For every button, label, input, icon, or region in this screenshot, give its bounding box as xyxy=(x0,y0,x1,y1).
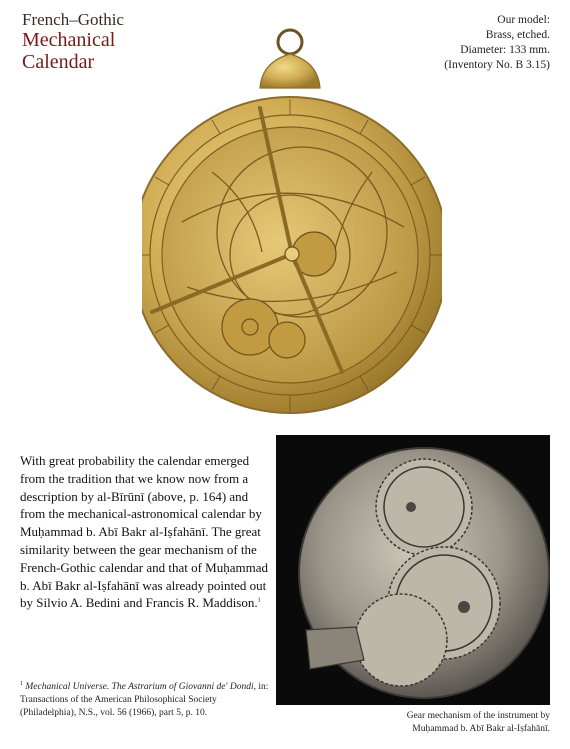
body-paragraph xyxy=(20,452,270,612)
model-info-line-4: (Inventory No. B 3.15) xyxy=(444,58,550,71)
hanging-ring xyxy=(278,30,302,54)
title-line-1: French–Gothic xyxy=(22,10,124,29)
astrolabe-photo xyxy=(142,22,442,422)
footnote-reference: 1 xyxy=(257,598,261,605)
throne xyxy=(260,54,320,88)
footnote-title: Mechanical Universe. The Astrarium of Giovanni de' Dondi, xyxy=(25,682,256,693)
title-line-3: Calendar xyxy=(22,51,95,74)
footnote xyxy=(20,680,270,720)
model-info-line-2: Brass, etched. xyxy=(485,28,550,41)
image-caption xyxy=(350,710,550,736)
gear-mechanism-photo xyxy=(276,435,550,705)
title-line-2: Mechanical xyxy=(22,29,116,52)
model-info-line-1: Our model: xyxy=(497,14,550,26)
footnote-marker: 1 xyxy=(20,681,23,687)
page-title xyxy=(22,10,124,74)
model-info-line-3: Diameter: 133 mm. xyxy=(460,43,550,56)
caption-line-1: Gear mechanism of the instrument by xyxy=(406,711,550,721)
footnote-text: in: Transactions of the American Philosophical Society (Philadelphia), N.S., vol. 56 (1966), part 5, p. 10. xyxy=(20,682,269,718)
body-text: With great probability the calendar emerged from the tradition that we know now from a description by al-Bīrūnī (above, p. 164) and from the mechanical-astronomical calendar by Muḥammad b. Abī Bakr al-Iṣfahānī. The great similarity between the gear mechanism of the French-Gothic calendar and that of Muḥammad b. Abī Bakr al-Iṣfahānī was already pointed out by Silvio A. Bedini and Francis R. Maddison. xyxy=(20,453,268,611)
caption-line-2: Muḥammad b. Abī Bakr al-Iṣfahānī. xyxy=(412,723,550,734)
